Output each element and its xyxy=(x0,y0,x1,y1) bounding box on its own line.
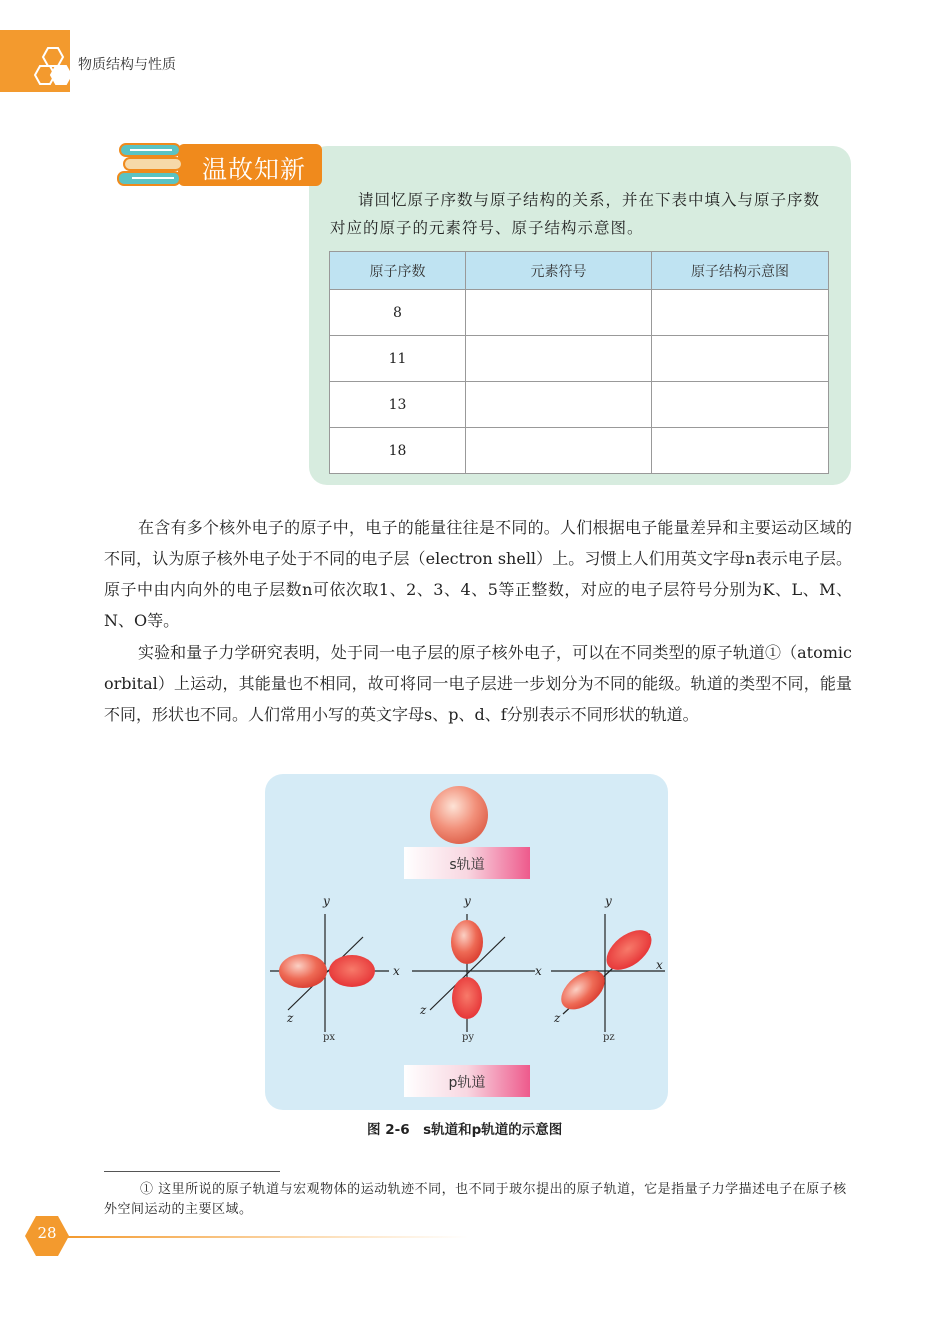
footnote: ① 这里所说的原子轨道与宏观物体的运动轨迹不同，也不同于玻尔提出的原子轨道，它是指量子力学描述电子在原子核外空间运动的主要区域。 xyxy=(104,1182,847,1217)
axis-label-x: x xyxy=(535,964,542,978)
footnote-divider xyxy=(104,1171,280,1172)
element-symbol-cell[interactable] xyxy=(466,336,652,382)
element-symbol-cell[interactable] xyxy=(466,382,652,428)
review-intro: 请回忆原子序数与原子结构的关系，并在下表中填入与原子序数对应的原子的元素符号、原子结构示意图。 xyxy=(330,191,821,237)
py-label: py xyxy=(462,1032,475,1043)
page-number-line xyxy=(68,1236,468,1238)
structure-diagram-cell[interactable] xyxy=(652,290,829,336)
body-paragraph: 在含有多个核外电子的原子中，电子的能量往往是不同的。人们根据电子能量差异和主要运动区域的不同，认为原子核外电子处于不同的电子层（electron shell）上。习惯上人们用英文字母n表示电子层。原子中由内向外的电子层数n可依次取1、2、3、4、5等正整数，对应的电子层符号分别为K、L、M、N、O等。 xyxy=(104,518,852,630)
axis-label-y: y xyxy=(605,894,612,908)
table-row xyxy=(330,382,829,428)
axis-label-z: z xyxy=(420,1003,427,1017)
structure-diagram-cell[interactable] xyxy=(652,382,829,428)
axis-label-x: x xyxy=(393,964,400,978)
py-orbital xyxy=(412,914,535,1032)
s-orbital-label-box xyxy=(404,847,530,879)
atomic-number-cell: 8 xyxy=(330,290,466,336)
axis-label-z: z xyxy=(287,1011,294,1025)
column-header: 元素符号 xyxy=(466,252,652,290)
orbital-figure xyxy=(265,774,668,1110)
p-orbital-label: p轨道 xyxy=(448,1075,486,1091)
atomic-number-cell: 18 xyxy=(330,428,466,474)
figure-caption: 图 2-6 s轨道和p轨道的示意图 xyxy=(367,1122,563,1138)
table-row xyxy=(330,290,829,336)
axis-label-x: x xyxy=(656,958,663,972)
structure-diagram-cell[interactable] xyxy=(652,428,829,474)
column-header: 原子序数 xyxy=(330,252,466,290)
s-orbital-sphere xyxy=(430,786,488,844)
table-row xyxy=(330,428,829,474)
structure-diagram-cell[interactable] xyxy=(652,336,829,382)
pz-orbital xyxy=(551,914,665,1032)
atomic-number-cell: 11 xyxy=(330,336,466,382)
table-header-row xyxy=(330,252,829,290)
pz-label: pz xyxy=(603,1032,615,1043)
axis-label-y: y xyxy=(464,894,471,908)
review-badge xyxy=(116,140,322,190)
axis-label-z: z xyxy=(554,1011,561,1025)
header-title: 物质结构与性质 xyxy=(78,57,176,73)
books-icon xyxy=(116,140,186,190)
review-table xyxy=(329,251,829,474)
hexagon-logo-icon xyxy=(34,46,80,90)
page-number: 28 xyxy=(37,1224,57,1242)
element-symbol-cell[interactable] xyxy=(466,428,652,474)
atomic-number-cell: 13 xyxy=(330,382,466,428)
element-symbol-cell[interactable] xyxy=(466,290,652,336)
axis-label-y: y xyxy=(323,894,330,908)
p-orbital-label-box xyxy=(404,1065,530,1097)
orbital-diagram xyxy=(265,774,668,1110)
table-row xyxy=(330,336,829,382)
s-orbital-label: s轨道 xyxy=(449,857,485,873)
body-paragraph: 实验和量子力学研究表明，处于同一电子层的原子核外电子，可以在不同类型的原子轨道①（atomic orbital）上运动，其能量也不相同，故可将同一电子层进一步划分为不同的能级。轨道的类型不同，能量不同，形状也不同。人们常用小写的英文字母s、p、d、f分别表示不同形状的轨道。 xyxy=(104,643,852,724)
px-label: px xyxy=(323,1032,336,1043)
column-header: 原子结构示意图 xyxy=(652,252,829,290)
badge-label: 温故知新 xyxy=(202,155,307,184)
